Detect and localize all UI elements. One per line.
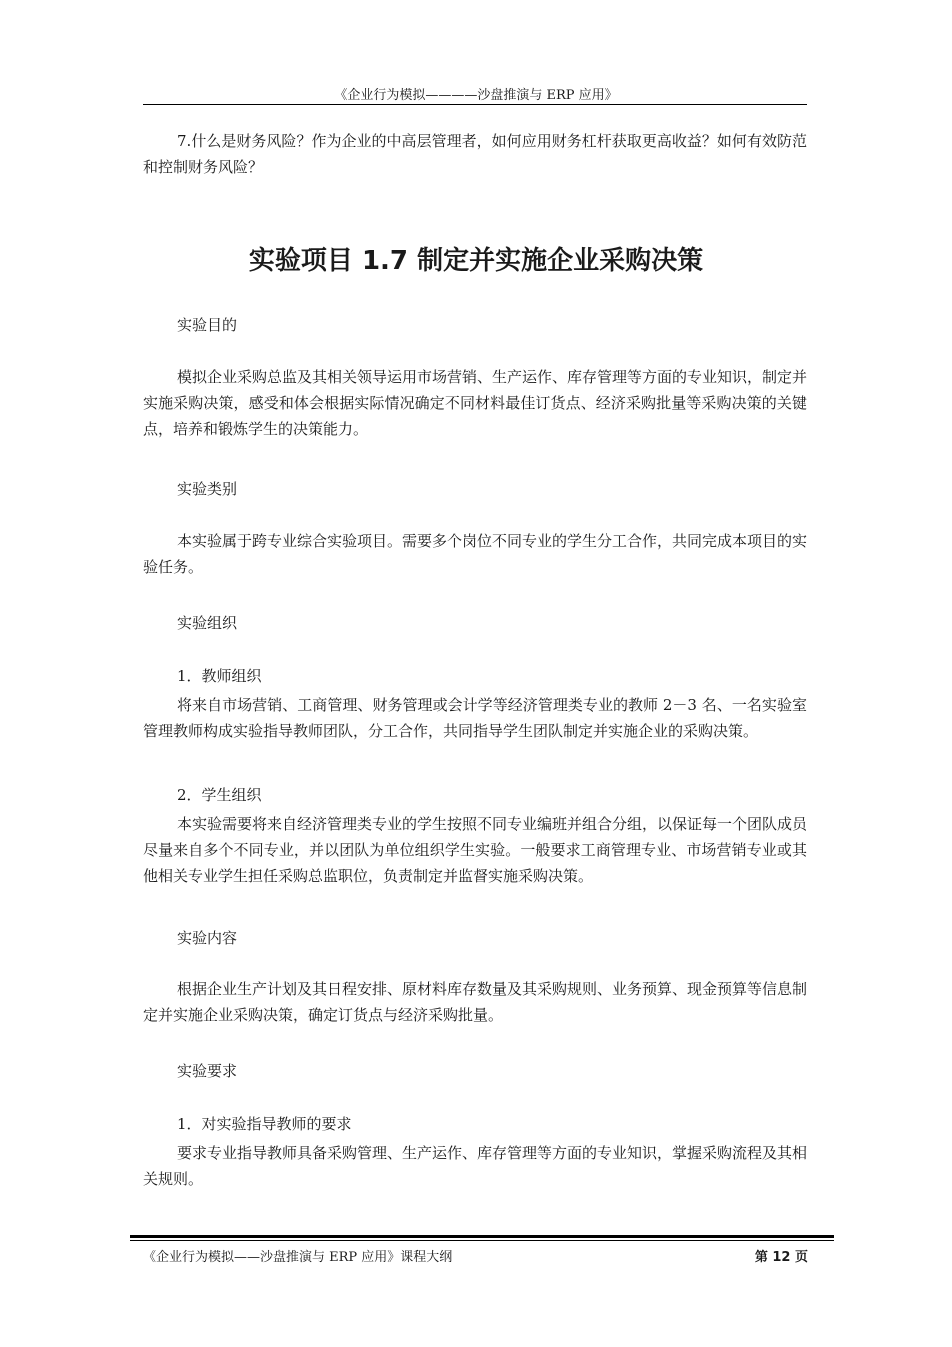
req1-label: 1．对实验指导教师的要求: [177, 1115, 352, 1133]
content-paragraph: 根据企业生产计划及其日程安排、原材料库存数量及其采购规则、业务预算、现金预算等信息制定并实施企业采购决策，确定订货点与经济采购批量。: [143, 980, 808, 1024]
student-org-label: 2．学生组织: [177, 786, 262, 804]
footer-course-title: 《企业行为模拟——沙盘推演与 ERP 应用》课程大纲: [143, 1250, 453, 1265]
section-label-content: 实验内容: [177, 929, 238, 947]
footer-rule-thin: [130, 1240, 834, 1241]
teacher-org-paragraph: 将来自市场营销、工商管理、财务管理或会计学等经济管理类专业的教师 2－3 名、一名实验室管理教师构成实验指导教师团队，分工合作，共同指导学生团队制定并实施企业的采购决策。: [143, 696, 807, 740]
section-label-organization: 实验组织: [177, 614, 238, 632]
section-label-purpose: 实验目的: [177, 316, 238, 334]
req1-paragraph: 要求专业指导教师具备采购管理、生产运作、库存管理等方面的专业知识，掌握采购流程及其相关规则。: [143, 1144, 808, 1188]
section-label-category: 实验类别: [177, 480, 238, 498]
teacher-org-label: 1．教师组织: [177, 667, 262, 685]
header-rule: [143, 104, 807, 105]
purpose-paragraph: 模拟企业采购总监及其相关领导运用市场营销、生产运作、库存管理等方面的专业知识，制定并实施采购决策，感受和体会根据实际情况确定不同材料最佳订货点、经济采购批量等采购决策的关键点，培养和锻炼学生的决策能力。: [143, 368, 808, 438]
student-org-paragraph: 本实验需要将来自经济管理类专业的学生按照不同专业编班并组合分组，以保证每一个团队成员尽量来自多个不同专业，并以团队为单位组织学生实验。一般要求工商管理专业、市场营销专业或其他相关专业学生担任采购总监职位，负责制定并监督实施采购决策。: [143, 815, 808, 885]
project-title: 实验项目 1.7 制定并实施企业采购决策: [248, 246, 704, 276]
footer-rule-thick: [130, 1235, 834, 1238]
section-label-requirements: 实验要求: [177, 1062, 238, 1080]
question-7: 7.什么是财务风险？作为企业的中高层管理者，如何应用财务杠杆获取更高收益？如何有效防范和控制财务风险？: [143, 132, 807, 176]
running-header: 《企业行为模拟————沙盘推演与 ERP 应用》: [334, 88, 618, 103]
page-number: 第 12 页: [754, 1250, 808, 1265]
category-paragraph: 本实验属于跨专业综合实验项目。需要多个岗位不同专业的学生分工合作，共同完成本项目的实验任务。: [143, 532, 808, 576]
